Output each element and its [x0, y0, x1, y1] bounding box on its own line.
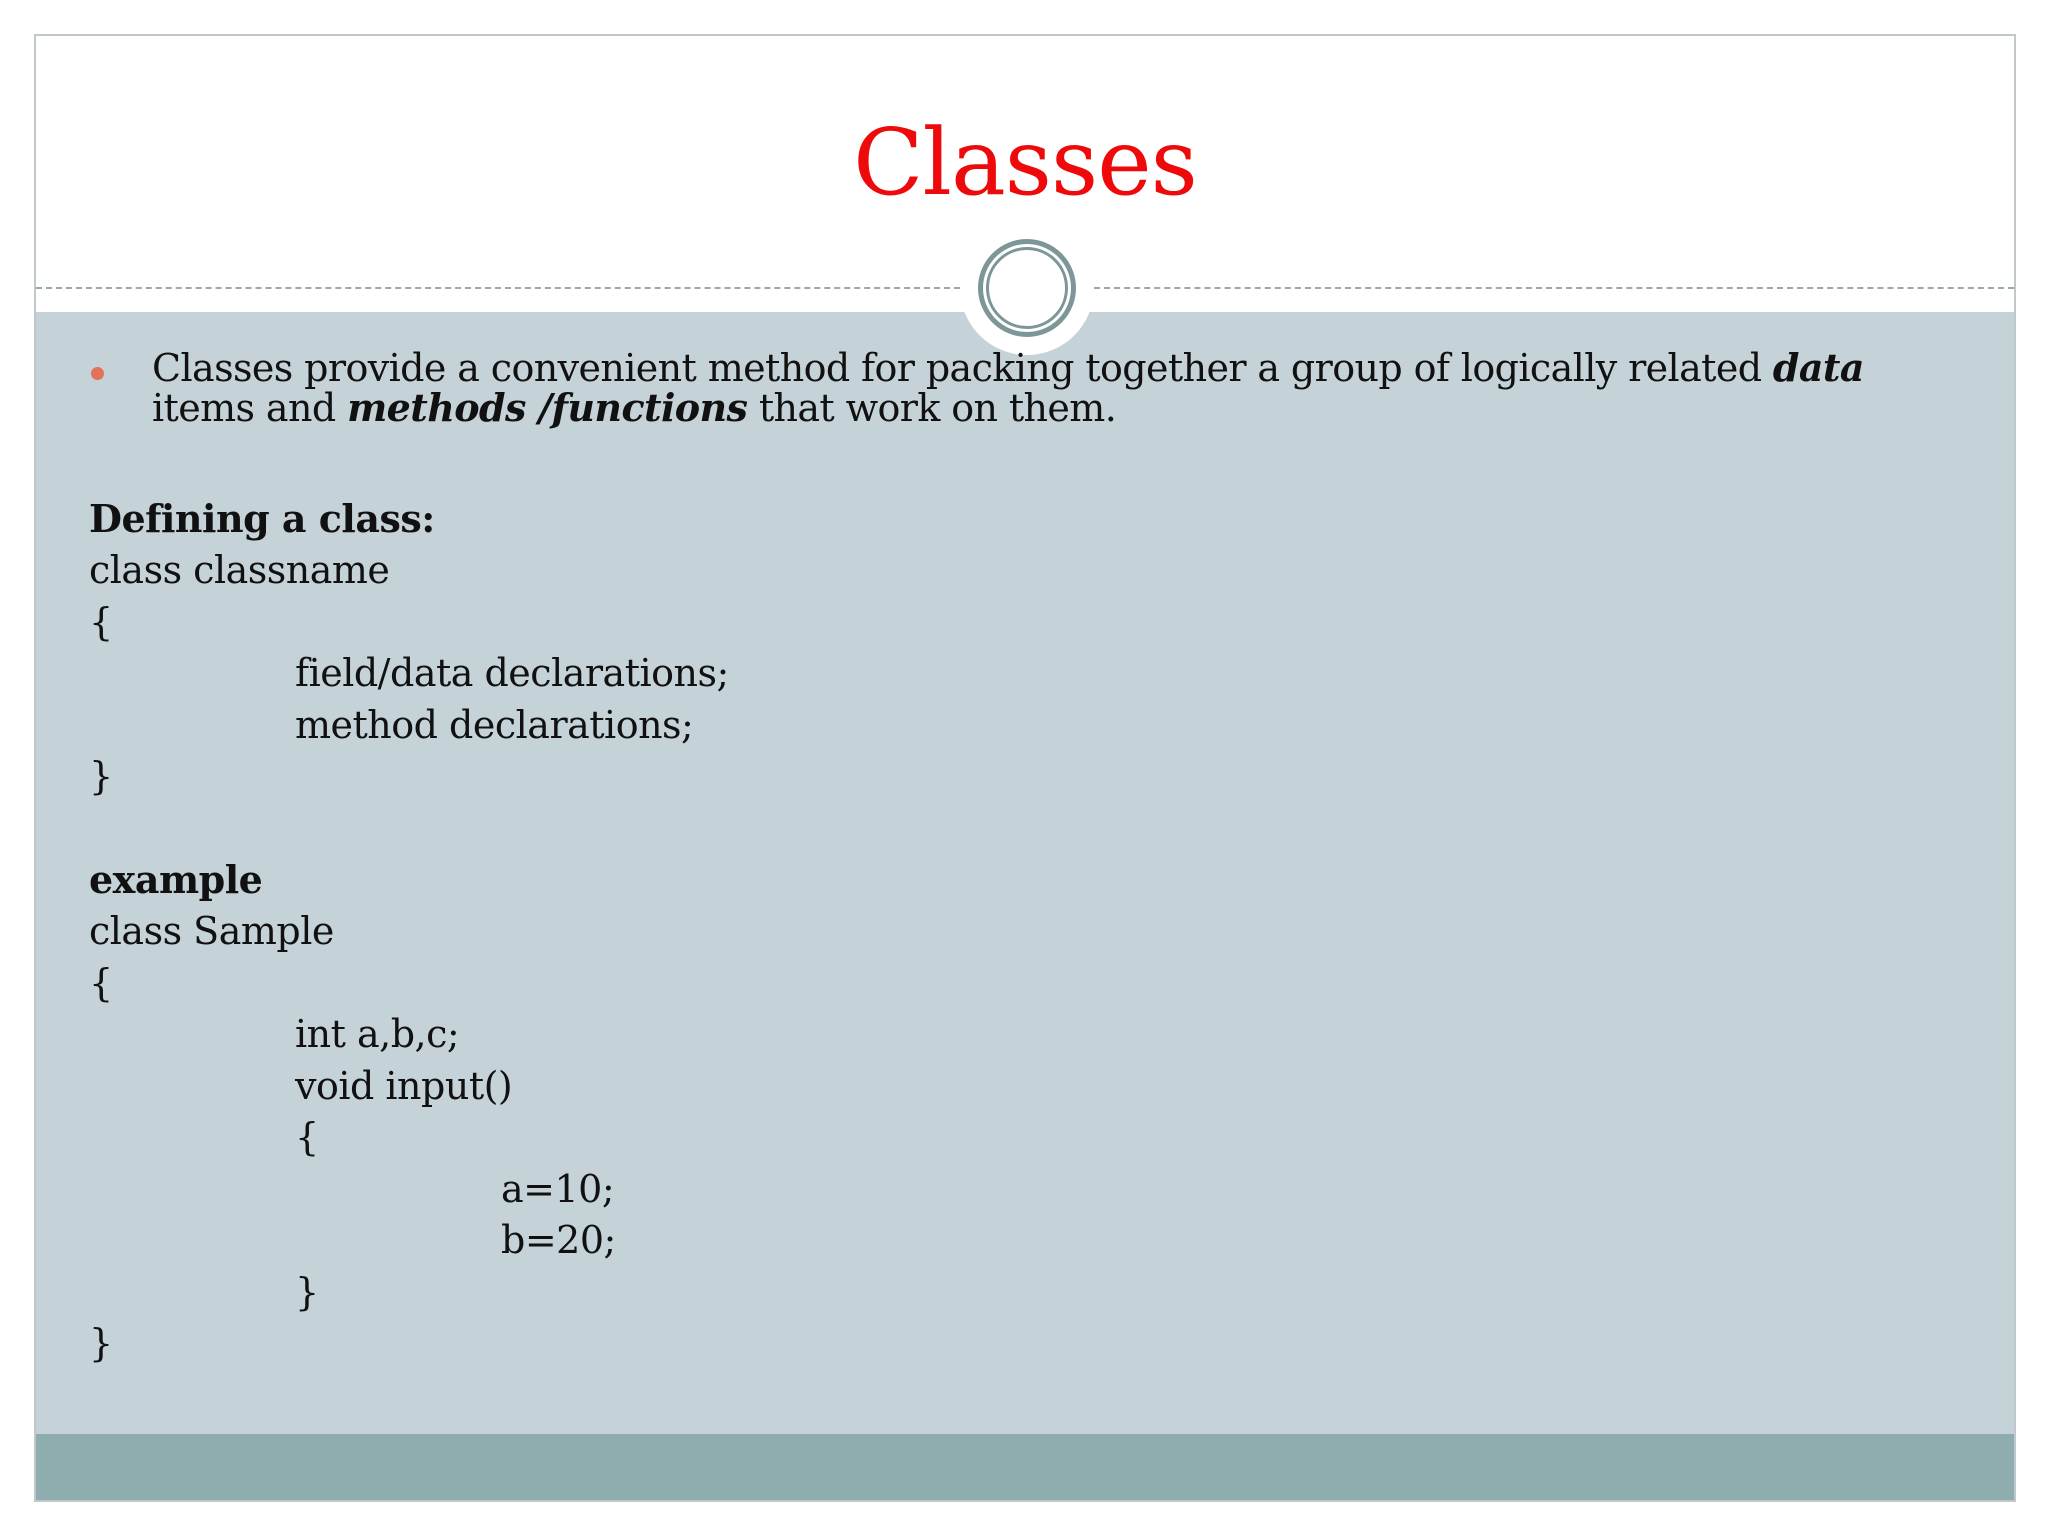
- example-heading: example: [89, 857, 263, 902]
- code-line: a=10;: [501, 1167, 615, 1211]
- code-line: {: [89, 961, 113, 1005]
- bullet-text-b: items and: [152, 386, 348, 430]
- bullet-text-a: Classes provide a convenient method for packing together a group of logically related: [152, 346, 1773, 390]
- bullet-emphasis-data: data: [1772, 345, 1864, 390]
- code-line: b=20;: [501, 1218, 616, 1262]
- slide: [34, 34, 2016, 1502]
- code-line: method declarations;: [295, 703, 694, 747]
- code-line: class Sample: [89, 909, 334, 953]
- code-line: }: [89, 754, 113, 798]
- bullet-icon: [91, 367, 104, 380]
- code-line: {: [295, 1115, 319, 1159]
- slide-title: Classes: [853, 109, 1197, 216]
- code-line: }: [89, 1321, 113, 1365]
- footer-bar: [36, 1434, 2014, 1502]
- code-line: int a,b,c;: [295, 1012, 460, 1056]
- bullet-paragraph: [152, 345, 1972, 430]
- circle-ornament-inner: [986, 247, 1068, 329]
- content-area: [36, 312, 2014, 1434]
- dashed-divider-right: [1094, 287, 2014, 289]
- bullet-emphasis-methods: methods /functions: [347, 385, 748, 430]
- code-line: field/data declarations;: [295, 651, 729, 695]
- dashed-divider-left: [36, 287, 960, 289]
- code-line: void input(): [295, 1064, 513, 1108]
- bullet-text-c: that work on them.: [747, 386, 1117, 430]
- code-line: class classname: [89, 548, 390, 592]
- code-line: }: [295, 1270, 319, 1314]
- code-line: {: [89, 600, 113, 644]
- definition-heading: Defining a class:: [89, 496, 435, 541]
